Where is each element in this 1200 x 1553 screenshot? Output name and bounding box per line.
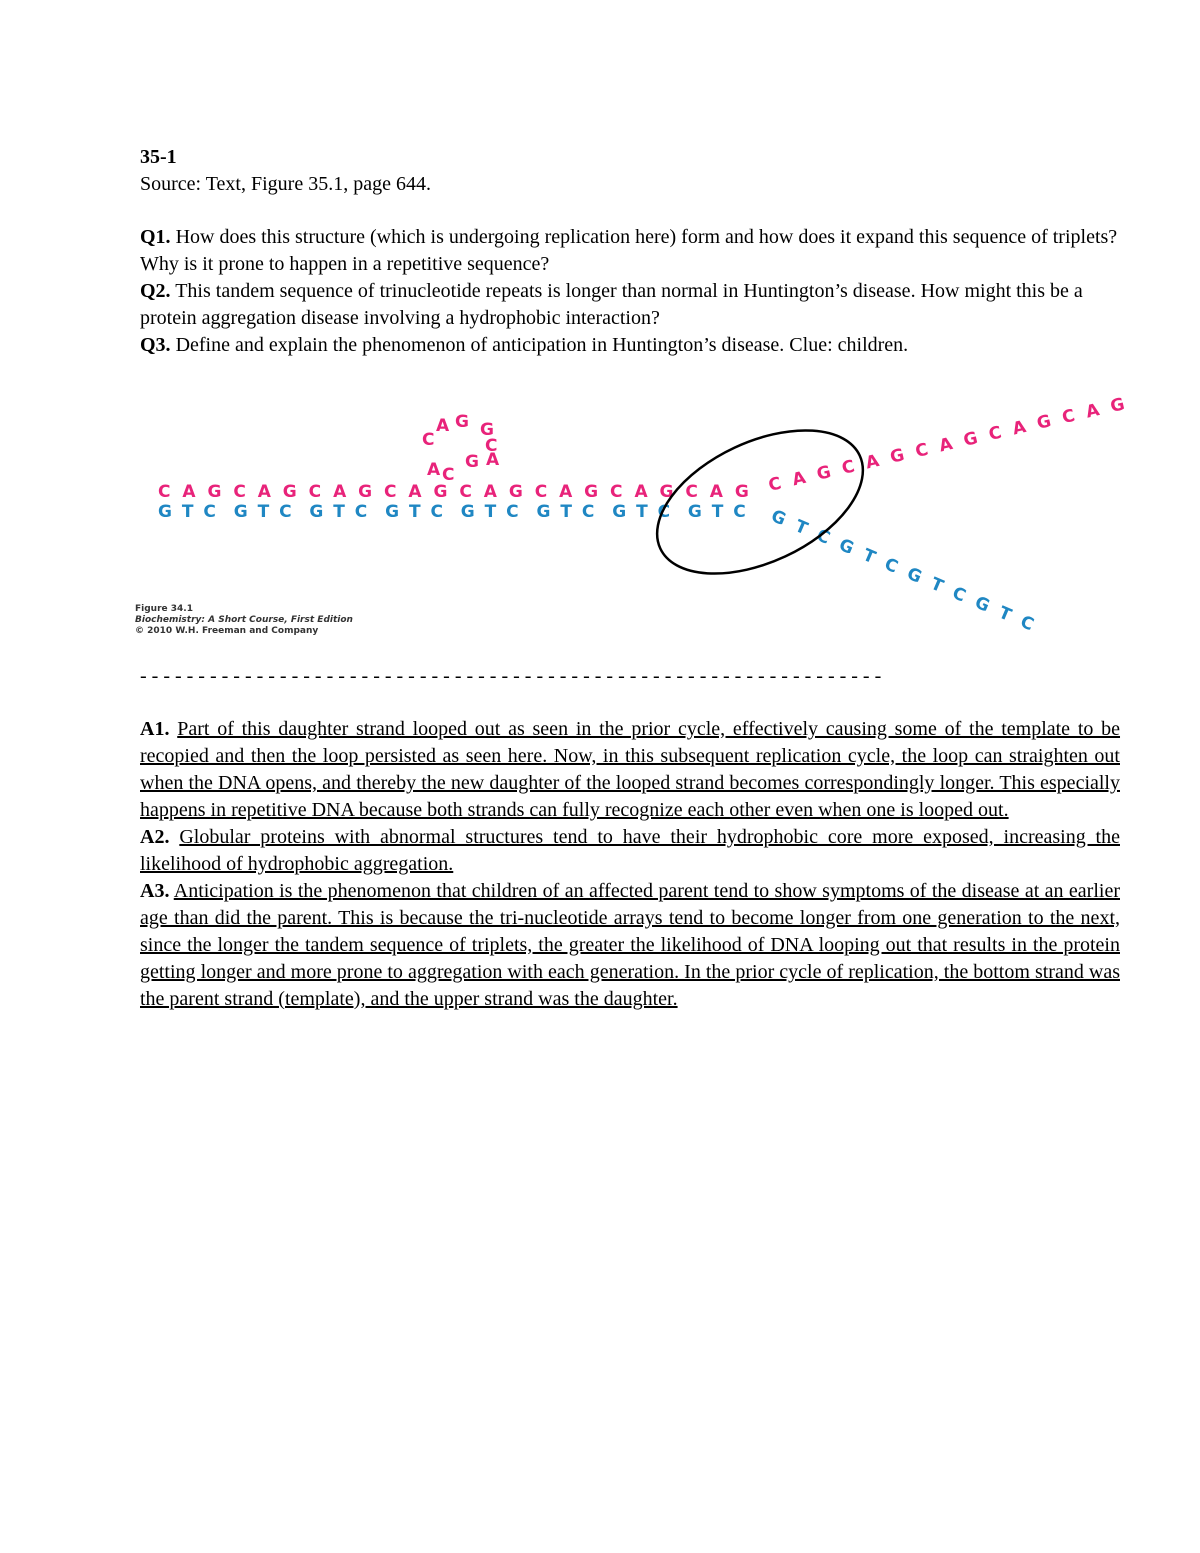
top-strand: C A G C A G C A G C A G C A G C A G C A G C A G — [158, 482, 752, 502]
answer-text: Anticipation is the phenomenon that children of an affected parent tend to show symptoms of the disease at an earlier age than did the parent. This is because the tri-nucleotide arrays tend to become longer from one generation to the next, since the longer the tandem sequence of triplets, the greater the likelihood of DNA looping out that results in the protein getting longer and more prone to aggregation with each generation. In the prior cycle of replication, the bottom strand was the parent strand (template), and the upper strand was the daughter. — [140, 880, 1120, 1010]
question-text: Define and explain the phenomenon of anticipation in Huntington’s disease. Clue: children. — [170, 334, 909, 356]
question-1 — [140, 224, 1125, 278]
bottom-strand-extension: G T C G T C G T C G T C — [768, 506, 1040, 637]
question-label: Q3. — [140, 334, 171, 356]
loop-base: G — [465, 452, 479, 472]
credit-line: © 2010 W.H. Freeman and Company — [135, 626, 319, 636]
answer-label: A2. — [140, 826, 170, 848]
loop-base: G — [455, 412, 469, 432]
answer-label: A1. — [140, 718, 170, 740]
top-strand-extension: C A G C A G C A G C A G C A G — [766, 393, 1130, 496]
divider-line: - - - - - - - - - - - - - - - - - - - - - - - - - - - - - - - - - - - - - - - - - - - - - - - - - - - - - - - - - - - - - - - - — [140, 665, 882, 687]
loop-base: A — [486, 450, 500, 470]
answer-3 — [140, 878, 1120, 1013]
source-line: Source: Text, Figure 35.1, page 644. — [140, 173, 431, 195]
answer-text: Globular proteins with abnormal structures tend to have their hydrophobic core more exposed, increasing the likelihood of hydrophobic aggregation. — [140, 826, 1120, 875]
question-text: How does this structure (which is undergoing replication here) form and how does it expand this sequence of triplets? Why is it prone to happen in a repetitive sequence? — [140, 226, 1118, 275]
figure-credit — [135, 604, 353, 636]
answer-2 — [140, 824, 1120, 878]
question-2 — [140, 278, 1125, 332]
loop-base: A — [436, 416, 450, 436]
loop-out — [422, 412, 500, 485]
answer-text: Part of this daughter strand looped out as seen in the prior cycle, effectively causing some of the template to be recopied and then the loop persisted as seen here. Now, in this subsequent replication cycle, the loop can straighten out when the DNA opens, and thereby the new daughter of the looped strand becomes correspondingly longer. This especially happens in repetitive DNA because both strands can fully recognize each other even when one is looped out. — [140, 718, 1121, 821]
answer-label: A3. — [140, 880, 170, 902]
credit-line: Biochemistry: A Short Course, First Edition — [135, 615, 353, 625]
question-label: Q1. — [140, 226, 171, 248]
dna-loop-figure — [130, 393, 1130, 637]
loop-base: C — [422, 430, 435, 450]
document-id: 35-1 — [140, 146, 177, 168]
question-label: Q2. — [140, 280, 171, 302]
answers-block — [140, 716, 1120, 1013]
question-text: This tandem sequence of trinucleotide repeats is longer than normal in Huntington’s disease. How might this be a protein aggregation disease involving a hydrophobic interaction? — [140, 280, 1083, 329]
bottom-strand: G T C G T C G T C G T C G T C G T C G T C G T C — [158, 502, 748, 522]
loop-base: A — [427, 460, 441, 480]
question-3 — [140, 332, 1125, 359]
loop-base: G — [480, 420, 494, 440]
answer-1 — [140, 716, 1120, 824]
credit-line: Figure 34.1 — [135, 604, 193, 614]
loop-base: C — [442, 465, 455, 485]
questions-block — [140, 224, 1125, 359]
loop-base: C — [485, 436, 498, 456]
